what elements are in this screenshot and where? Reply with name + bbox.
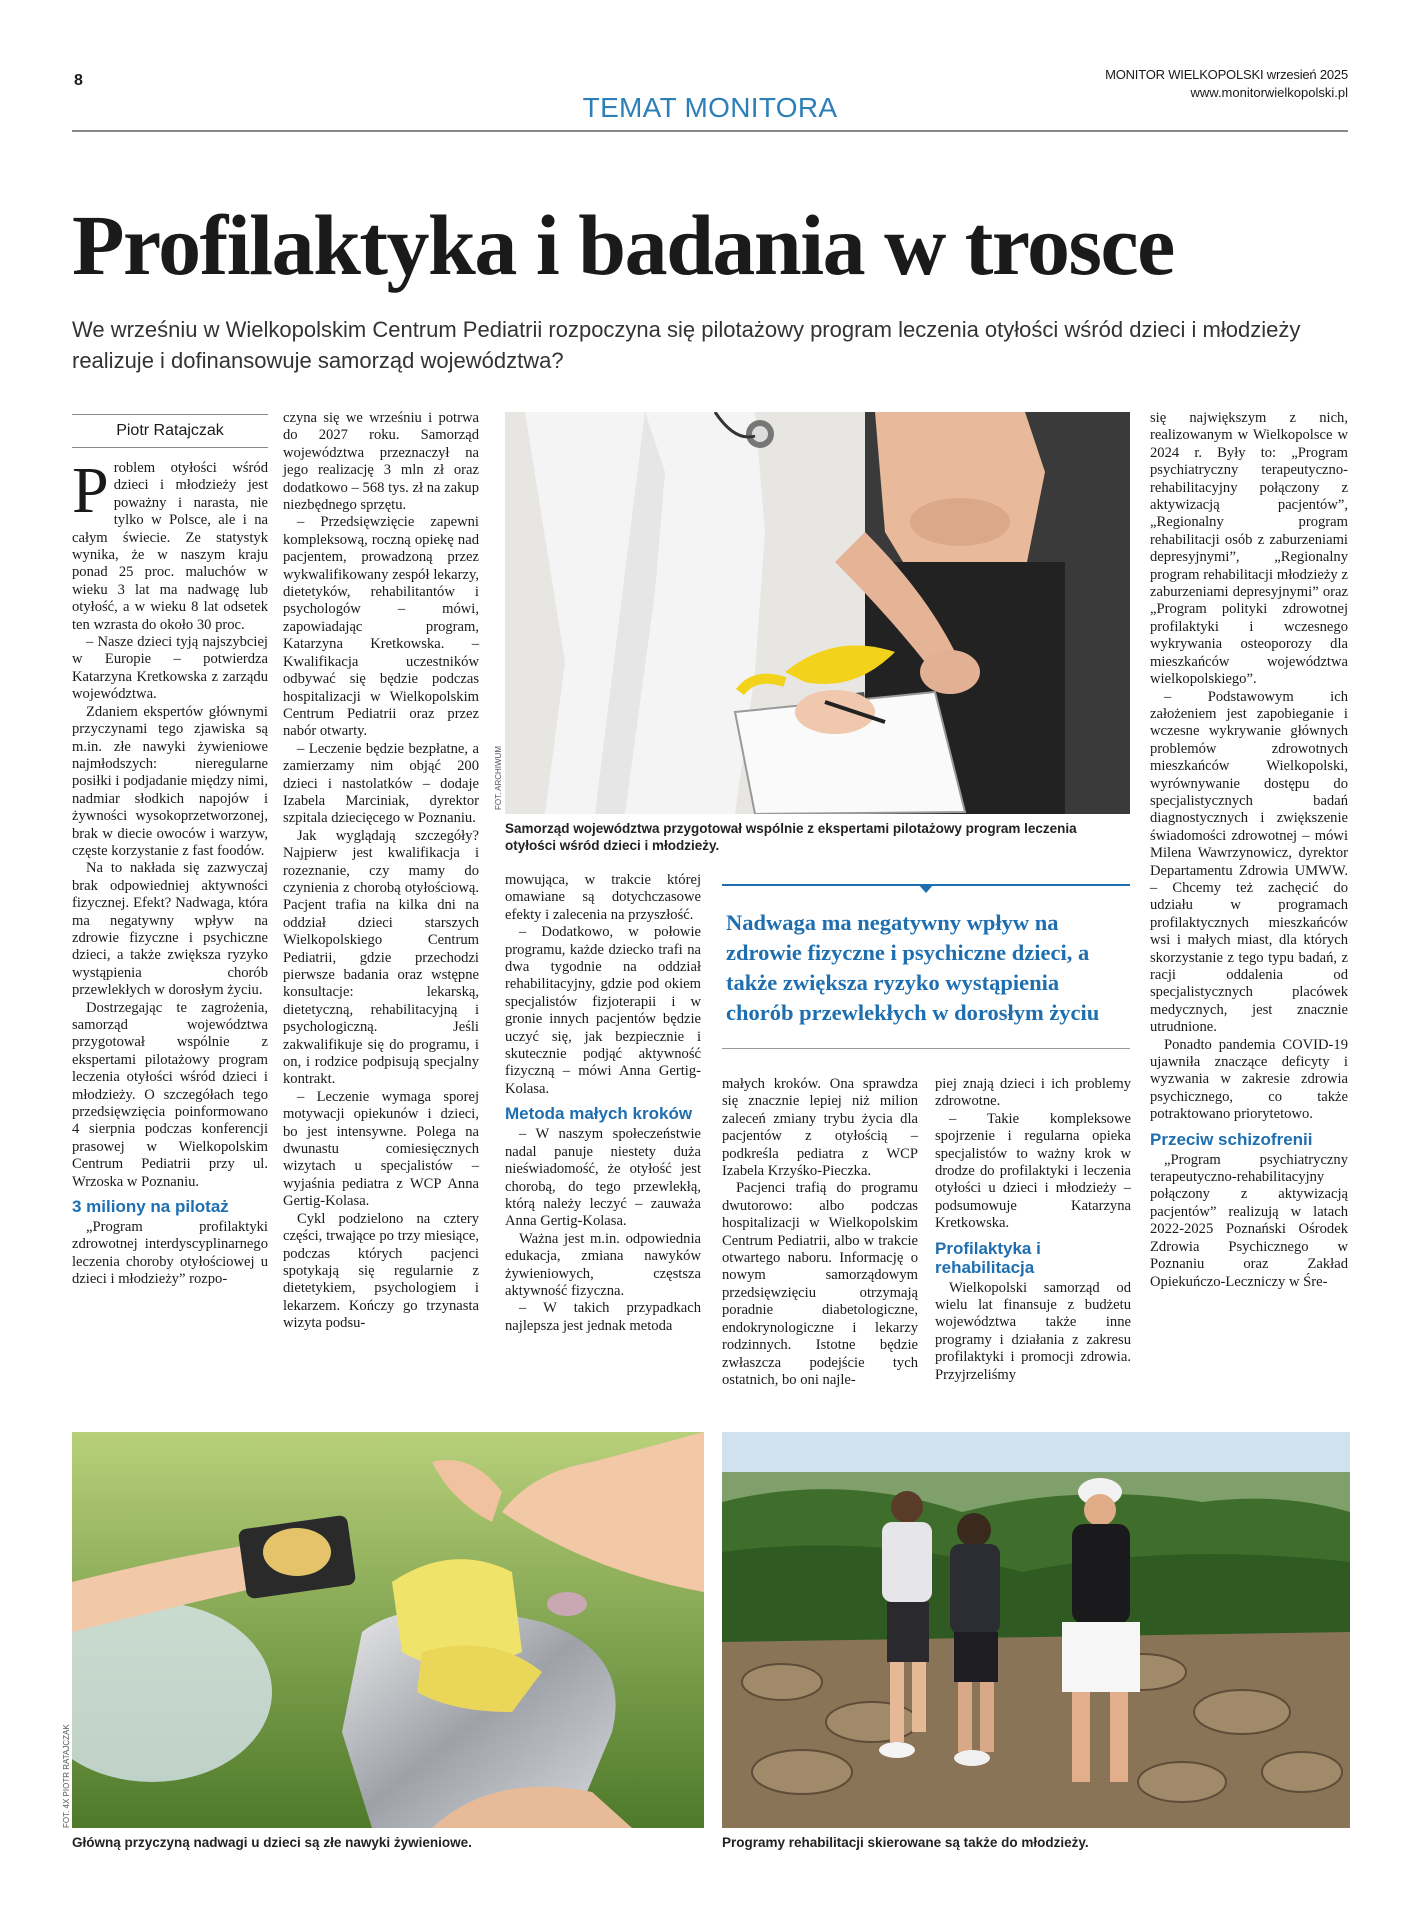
paragraph: Jak wyglądają szczegóły? Najpierw jest kwalifikacja i rozeznanie, czy mamy do czynienia z chorobą otyłościową. Pacjent trafia na kilka dni na oddział dzieci starszych Wielkopolskiego Centrum Pediatrii, gdzie przechodzi pierwsze badania oraz wstępne konsultacje: lekarską, dietetyczną, rehabilitacyjną i psychologiczną. Jeśli zakwalifikuje się do programu, i on, i rodzice podpisują specjalny kontrakt. bbox=[283, 827, 479, 1088]
column-6 bbox=[1150, 410, 1348, 1291]
pull-quote bbox=[722, 884, 1130, 1049]
header-rule bbox=[72, 130, 1348, 132]
website-url[interactable]: www.monitorwielkopolski.pl bbox=[1190, 85, 1348, 100]
paragraph: – Leczenie wymaga sporej motywacji opiekunów i dzieci, bo jest intensywne. Polega na dwunastu comiesięcznych wizytach u specjalistów – wyjaśnia pediatra z WCP Anna Gertig-Kolasa. bbox=[283, 1088, 479, 1210]
paragraph: Na to nakłada się zazwyczaj brak odpowiedniej aktywności fizycznej. Efekt? Nadwaga, która ma negatywny wpływ na zdrowie fizyczne i psychiczne dzieci, a także zwiększa ryzyko wystąpienia chorób przewlekłych w dorosłym życiu. bbox=[72, 860, 268, 999]
publication-name: MONITOR WIELKOPOLSKI wrzesień 2025 bbox=[1105, 67, 1348, 82]
caption-top-photo: Samorząd województwa przygotował wspólnie z ekspertami pilotażowy program leczenia otyłości wśród dzieci i młodzieży. bbox=[505, 821, 1077, 853]
column-1 bbox=[72, 454, 268, 1289]
paragraph: Pacjenci trafią do programu dwutorowo: albo podczas hospitalizacji w Wielkopolskim Centrum Pediatrii, albo w trakcie otwartego naboru. Informację o nowym samorządowym przedsięwzięciu otrzymają poradnie diabetologiczne, endokrynologiczne i lekarzy rodzinnych. Istotne będzie zwłaszcza podejście tych ostatnich, bo oni najle- bbox=[722, 1180, 918, 1388]
caption-bottom-left: Główną przyczyną nadwagi u dzieci są złe nawyki żywieniowe. bbox=[72, 1835, 472, 1850]
paragraph: Cykl podzielono na cztery części, trwające po trzy miesiące, podczas których pacjenci spotykają się regularnie z dietetykiem, psychologiem i lekarzem. Kończy go trzynasta wizyta podsu- bbox=[283, 1210, 479, 1332]
paragraph: – Nasze dzieci tyją najszybciej w Europie – potwierdza Katarzyna Kretkowska z zarządu województwa. bbox=[72, 634, 268, 703]
paragraph: mowująca, w trakcie której omawiane są dotychczasowe efekty i zalecenia na przyszłość. bbox=[505, 872, 701, 923]
paragraph: – Leczenie będzie bezpłatne, a zamierzamy nim objąć 200 dzieci i nastolatków – dodaje Izabela Marciniak, dyrektor szpitala dziecięcego w Poznaniu. bbox=[283, 740, 479, 827]
headline: Profilaktyka i badania w trosce bbox=[72, 197, 1174, 293]
photo-credit-bottom: FOT. 4X PIOTR RATAJCZAK bbox=[62, 1724, 71, 1828]
photo-snacks bbox=[72, 1432, 704, 1828]
paragraph: „Program psychiatryczny terapeutyczno-rehabilitacyjny połączony z aktywizacją pacjentów” realizują w latach 2022-2025 Poznański Ośrodek Zdrowia Psychicznego w Poznaniu oraz Zakład Opiekuńczo-Leczniczy w Śre- bbox=[1150, 1151, 1348, 1290]
column-4 bbox=[722, 1076, 918, 1389]
paragraph: Zdaniem ekspertów głównymi przyczynami tego zjawiska są m.in. złe nawyki żywieniowe najmłodszych: nieregularne posiłki i podjadanie między nimi, nadmiar słodkich napojów i żywności wysokoprzetworzonej, brak w diecie owoców i warzyw, częste korzystanie z fast foodów. bbox=[72, 703, 268, 859]
page-number: 8 bbox=[74, 72, 83, 89]
column-3 bbox=[505, 872, 701, 1335]
subheading: 3 miliony na pilotaż bbox=[72, 1197, 229, 1217]
photo-teenagers bbox=[722, 1432, 1350, 1828]
paragraph: Ważna jest m.in. odpowiednia edukacja, zmiana nawyków żywieniowych, częstsza aktywność fizyczna. bbox=[505, 1230, 701, 1299]
paragraph: Wielkopolski samorząd od wielu lat finansuje z budżetu województwa także inne programy i działania z zakresu profilaktyki i promocji zdrowia. Przyjrzeliśmy bbox=[935, 1279, 1131, 1383]
teenagers-illustration bbox=[722, 1432, 1350, 1828]
column-2 bbox=[283, 410, 479, 1333]
photo-doctor-patient bbox=[505, 412, 1130, 814]
paragraph: – Dodatkowo, w połowie programu, każde dziecko trafi na dwa tygodnie na oddział rehabilitacyjny, gdzie pod okiem specjalistów fizjoterapii i w gronie innych pacjentów będzie uczyć się, jak bezpiecznie i skutecznie podjąć aktywność fizyczną – mówi Anna Gertig-Kolasa. bbox=[505, 924, 701, 1097]
doctor-patient-illustration bbox=[505, 412, 1130, 814]
paragraph: – W naszym społeczeństwie nadal panuje niestety duża nieświadomość, że otyłość jest chorobą, do tego przewlekłą, którą należy leczyć – zauważa Anna Gertig-Kolasa. bbox=[505, 1126, 701, 1230]
paragraph: małych kroków. Ona sprawdza się znacznie lepiej niż milion zaleceń zmiany trybu życia dla pacjentów z otyłością – podkreśla pediatra z WCP Izabela Krzyśko-Pieczka. bbox=[722, 1076, 918, 1180]
paragraph: – Przedsięwzięcie zapewni kompleksową, roczną opiekę nad pacjentem, prowadzoną przez wykwalifikowany zespół lekarzy, dietetyków, rehabilitantów i psychologów – mówi, zapowiadając program, Katarzyna Kretkowska. – Kwalifikacja uczestników odbywać się będzie podczas hospitalizacji w Wielkopolskim Centrum Pediatrii oraz przez nabór otwarty. bbox=[283, 514, 479, 740]
paragraph: – W takich przypadkach najlepsza jest jednak metoda bbox=[505, 1300, 701, 1334]
subheading: Metoda małych kroków bbox=[505, 1104, 693, 1124]
paragraph: czyna się we wrześniu i potrwa do 2027 roku. Samorząd województwa przeznaczył na jego realizację 3 mln zł oraz dodatkowo – 568 tys. zł na zakup niezbędnego sprzętu. bbox=[283, 410, 479, 514]
paragraph: piej znają dzieci i ich problemy zdrowotne. bbox=[935, 1076, 1131, 1110]
paragraph: „Program profilaktyki zdrowotnej interdyscyplinarnego leczenia choroby otyłościowej u dzieci i młodzieży” rozpo- bbox=[72, 1219, 268, 1288]
snacks-illustration bbox=[72, 1432, 704, 1828]
lead-paragraph: We wrześniu w Wielkopolskim Centrum Pediatrii rozpoczyna się pilotażowy program leczenia otyłości wśród dzieci i młodzieży realizuje i dofinansowuje samorząd województwa? bbox=[72, 317, 1301, 373]
byline: Piotr Ratajczak bbox=[72, 414, 268, 448]
subheading: Profilaktyka i rehabilitacja bbox=[935, 1238, 1041, 1277]
paragraph: Ponadto pandemia COVID-19 ujawniła znaczące deficyty i wyzwania w zakresie zdrowia psychicznego, co także potraktowano priorytetowo. bbox=[1150, 1036, 1348, 1123]
paragraph: się największym z nich, realizowanym w Wielkopolsce w 2024 r. Były to: „Program psychiatryczny terapeutyczno-rehabilitacyjny połączony z aktywizacją pacjentów”, „Regionalny program rehabilitacji osób z zaburzeniami depresyjnymi”, „Regionalny program rehabilitacji młodzieży z zaburzeniami depresyjnymi” oraz „Program polityki zdrowotnej profilaktyki i wczesnego wykrywania osteoporozy dla mieszkańców województwa wielkopolskiego”. bbox=[1150, 410, 1348, 688]
section-title: TEMAT MONITORA bbox=[582, 92, 838, 123]
paragraph: Dostrzegając te zagrożenia, samorząd województwa przygotował wspólnie z ekspertami pilotażowy program leczenia otyłości wśród dzieci i młodzieży. O szczegółach tego przedsięwzięcia poinformowano 4 sierpnia podczas konferencji prasowej w Wielkopolskim Centrum Pediatrii przy ul. Wrzoska w Poznaniu. bbox=[72, 999, 268, 1190]
column-5 bbox=[935, 1076, 1131, 1384]
caption-bottom-right: Programy rehabilitacji skierowane są także do młodzieży. bbox=[722, 1835, 1089, 1850]
photo-credit-top: FOT. ARCHIWUM bbox=[494, 746, 503, 810]
paragraph: – Podstawowym ich założeniem jest zapobieganie i wczesne wykrywanie głównych problemów zdrowotnych mieszkańców Wielkopolski, wyrównywanie dostępu do specjalistycznych badań diagnostycznych i zwiększenie świadomości zdrowotnej – mówi Milena Wawrzynowicz, dyrektor Departamentu Zdrowia UMWW. – Chcemy też zachęcić do udziału w programach profilaktycznych mieszkańców wsi i małych miast, dla których skorzystanie z tego typu badań, z racji oddalenia od specjalistycznych placówek medycznych, jest znacznie utrudnione. bbox=[1150, 688, 1348, 1036]
paragraph: – Takie kompleksowe spojrzenie i regularna opieka specjalistów to ważny krok w drodze do profilaktyki i leczenia otyłości u dzieci i młodzieży – podsumowuje Katarzyna Kretkowska. bbox=[935, 1110, 1131, 1232]
drop-cap: P bbox=[72, 454, 109, 527]
pull-quote-marker bbox=[918, 884, 934, 893]
subheading: Przeciw schizofrenii bbox=[1150, 1129, 1313, 1149]
paragraph: Problem otyłości wśród dzieci i młodzieży jest poważny i narasta, nie tylko w Polsce, ale i na całym świecie. Ze statystyk wynika, że w naszym kraju ponad 25 proc. maluchów w wieku 3 lat ma nadwagę lub otyłość, a w wieku 8 lat odsetek ten wzrasta do około 30 proc. bbox=[72, 454, 268, 633]
pull-quote-text: Nadwaga ma negatywny wpływ na zdrowie fizyczne i psychiczne dzieci, a także zwiększa ryzyko wystąpienia chorób przewlekłych w dorosłym życiu bbox=[726, 910, 1100, 1025]
